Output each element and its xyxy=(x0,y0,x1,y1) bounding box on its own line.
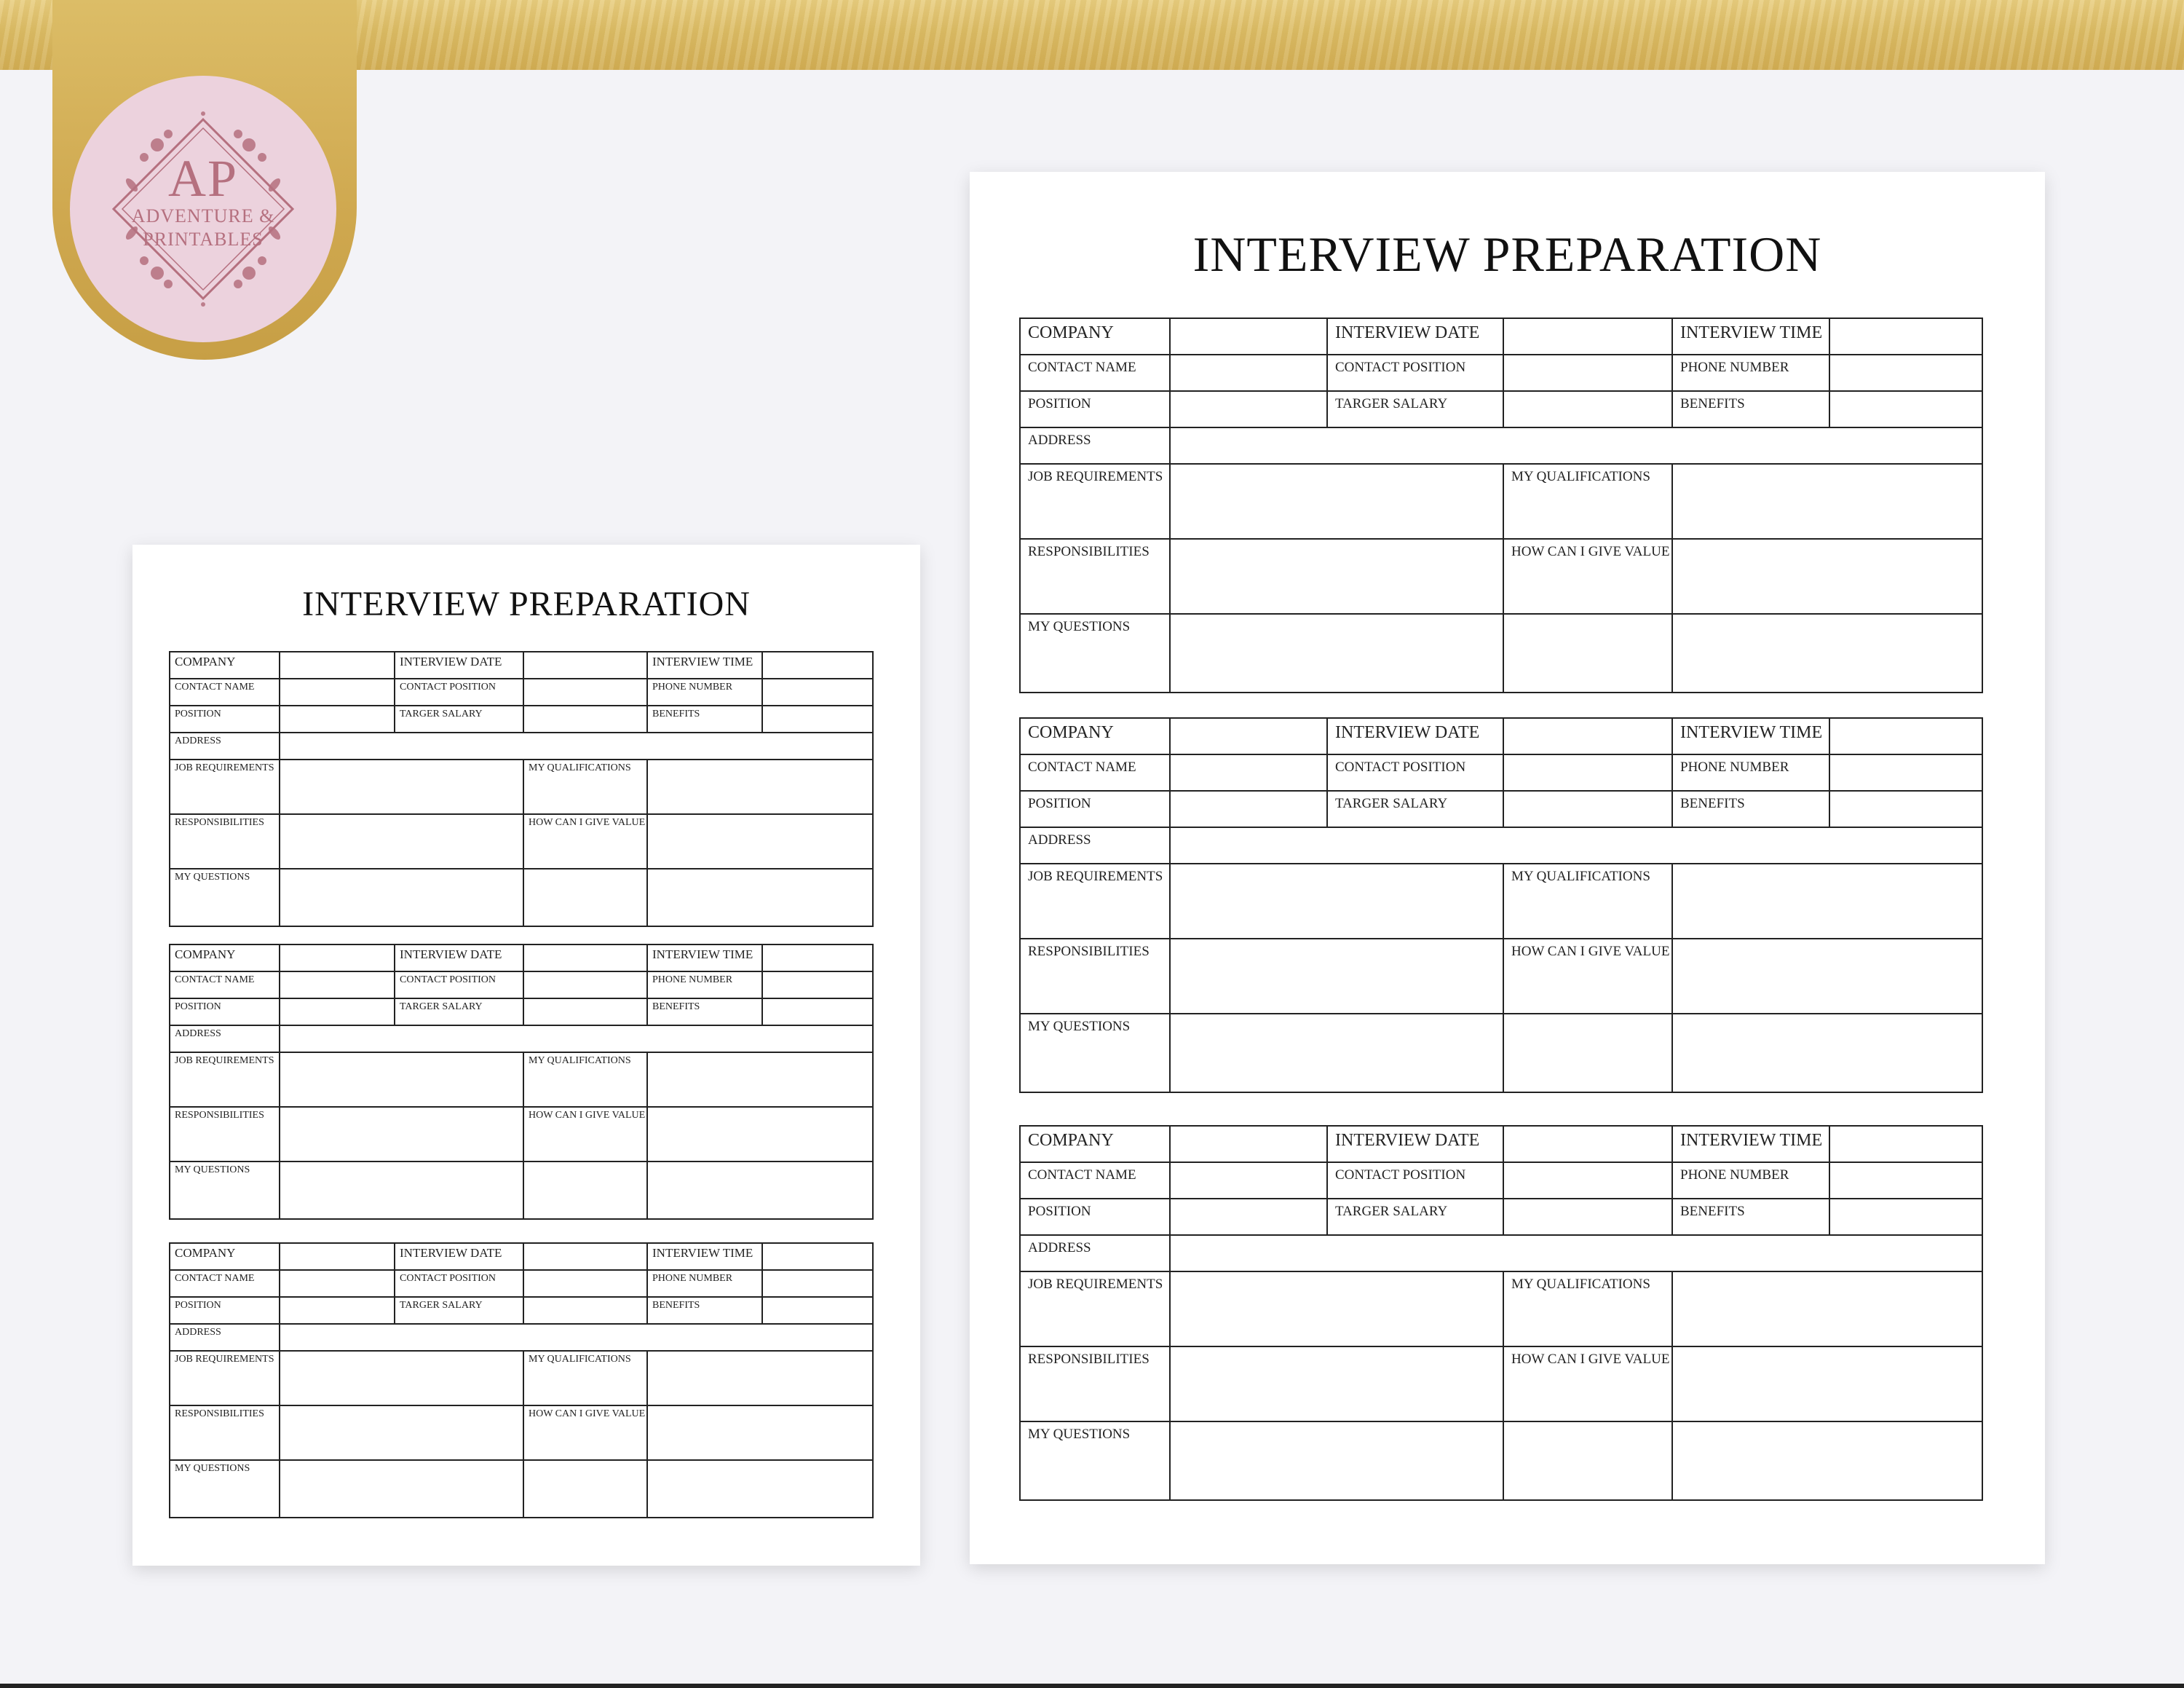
job-requirements-field[interactable] xyxy=(280,1351,523,1405)
preview-sheet-small xyxy=(132,545,920,1566)
contact-name-field[interactable] xyxy=(280,1270,395,1297)
position-field[interactable] xyxy=(280,998,395,1025)
interview-form-block xyxy=(169,651,874,927)
label-contact-position: CONTACT POSITION xyxy=(395,679,523,706)
label-phone-number: PHONE NUMBER xyxy=(647,971,762,998)
label-my-questions: MY QUESTIONS xyxy=(170,1162,280,1219)
label-company: COMPANY xyxy=(170,944,280,971)
contact-position-field[interactable] xyxy=(523,679,647,706)
my-qualifications-field[interactable] xyxy=(647,1052,873,1107)
job-requirements-field[interactable] xyxy=(1170,464,1503,539)
label-benefits: BENEFITS xyxy=(647,706,762,733)
company-field[interactable] xyxy=(280,944,395,971)
label-target-salary: TARGER SALARY xyxy=(395,1297,523,1324)
contact-name-field[interactable] xyxy=(280,971,395,998)
brand-logo xyxy=(70,76,336,342)
bottom-divider xyxy=(0,1684,2184,1688)
position-field[interactable] xyxy=(280,1297,395,1324)
label-target-salary: TARGER SALARY xyxy=(1327,791,1503,827)
label-how-can-i-give-value: HOW CAN I GIVE VALUE xyxy=(523,1107,647,1162)
phone-number-field[interactable] xyxy=(1829,754,1982,791)
target-salary-field[interactable] xyxy=(523,998,647,1025)
label-benefits: BENEFITS xyxy=(1672,791,1829,827)
benefits-field[interactable] xyxy=(1829,791,1982,827)
contact-position-field[interactable] xyxy=(1503,355,1672,391)
label-how-can-i-give-value: HOW CAN I GIVE VALUE xyxy=(523,1405,647,1460)
label-contact-name: CONTACT NAME xyxy=(1020,355,1170,391)
give-value-field[interactable] xyxy=(1672,939,1982,1014)
label-phone-number: PHONE NUMBER xyxy=(647,679,762,706)
label-responsibilities: RESPONSIBILITIES xyxy=(1020,1346,1170,1421)
responsibilities-field[interactable] xyxy=(280,1405,523,1460)
label-benefits: BENEFITS xyxy=(647,998,762,1025)
logo-line-1: ADVENTURE & xyxy=(131,205,275,226)
label-target-salary: TARGER SALARY xyxy=(1327,391,1503,427)
label-responsibilities: RESPONSIBILITIES xyxy=(170,1405,280,1460)
company-field[interactable] xyxy=(1170,1126,1327,1162)
my-qualifications-field[interactable] xyxy=(1672,464,1982,539)
my-questions-field-3[interactable] xyxy=(647,1162,873,1219)
address-field[interactable] xyxy=(280,1324,873,1351)
contact-position-field[interactable] xyxy=(1503,1162,1672,1199)
label-job-requirements: JOB REQUIREMENTS xyxy=(1020,464,1170,539)
address-field[interactable] xyxy=(1170,1235,1982,1271)
label-how-can-i-give-value: HOW CAN I GIVE VALUE xyxy=(1503,939,1672,1014)
label-phone-number: PHONE NUMBER xyxy=(1672,1162,1829,1199)
label-job-requirements: JOB REQUIREMENTS xyxy=(170,760,280,814)
responsibilities-field[interactable] xyxy=(1170,1346,1503,1421)
benefits-field[interactable] xyxy=(762,1297,873,1324)
label-position: POSITION xyxy=(1020,391,1170,427)
give-value-field[interactable] xyxy=(647,1405,873,1460)
label-address: ADDRESS xyxy=(1020,1235,1170,1271)
my-qualifications-field[interactable] xyxy=(647,1351,873,1405)
interview-form-block xyxy=(1019,1125,1983,1501)
label-my-qualifications: MY QUALIFICATIONS xyxy=(523,760,647,814)
interview-date-field[interactable] xyxy=(523,652,647,679)
label-job-requirements: JOB REQUIREMENTS xyxy=(170,1052,280,1107)
label-my-questions: MY QUESTIONS xyxy=(170,869,280,926)
label-interview-time: INTERVIEW TIME xyxy=(1672,718,1829,754)
position-field[interactable] xyxy=(1170,791,1327,827)
label-contact-position: CONTACT POSITION xyxy=(1327,355,1503,391)
my-questions-field-2[interactable] xyxy=(523,1460,647,1518)
contact-position-field[interactable] xyxy=(1503,754,1672,791)
my-questions-field-2[interactable] xyxy=(523,869,647,926)
label-contact-name: CONTACT NAME xyxy=(1020,1162,1170,1199)
label-responsibilities: RESPONSIBILITIES xyxy=(170,1107,280,1162)
target-salary-field[interactable] xyxy=(1503,1199,1672,1235)
label-company: COMPANY xyxy=(1020,718,1170,754)
position-field[interactable] xyxy=(1170,1199,1327,1235)
label-contact-name: CONTACT NAME xyxy=(170,679,280,706)
interview-date-field[interactable] xyxy=(1503,1126,1672,1162)
label-job-requirements: JOB REQUIREMENTS xyxy=(170,1351,280,1405)
give-value-field[interactable] xyxy=(647,814,873,869)
label-phone-number: PHONE NUMBER xyxy=(1672,754,1829,791)
benefits-field[interactable] xyxy=(762,998,873,1025)
company-field[interactable] xyxy=(1170,318,1327,355)
my-questions-field-3[interactable] xyxy=(647,1460,873,1518)
label-target-salary: TARGER SALARY xyxy=(395,998,523,1025)
label-contact-name: CONTACT NAME xyxy=(1020,754,1170,791)
label-position: POSITION xyxy=(1020,1199,1170,1235)
my-questions-field-2[interactable] xyxy=(523,1162,647,1219)
label-position: POSITION xyxy=(170,706,280,733)
contact-name-field[interactable] xyxy=(1170,1162,1327,1199)
label-benefits: BENEFITS xyxy=(1672,391,1829,427)
my-questions-field[interactable] xyxy=(280,1460,523,1518)
label-contact-position: CONTACT POSITION xyxy=(1327,754,1503,791)
logo-line-2: PRINTABLES xyxy=(143,229,264,250)
label-address: ADDRESS xyxy=(170,733,280,760)
interview-time-field[interactable] xyxy=(762,652,873,679)
interview-form-block xyxy=(169,1242,874,1518)
label-contact-position: CONTACT POSITION xyxy=(1327,1162,1503,1199)
contact-name-field[interactable] xyxy=(1170,754,1327,791)
responsibilities-field[interactable] xyxy=(1170,539,1503,614)
target-salary-field[interactable] xyxy=(523,1297,647,1324)
label-my-qualifications: MY QUALIFICATIONS xyxy=(1503,1271,1672,1346)
my-questions-field-3[interactable] xyxy=(1672,1421,1982,1500)
label-my-questions: MY QUESTIONS xyxy=(1020,1014,1170,1092)
give-value-field[interactable] xyxy=(1672,1346,1982,1421)
position-field[interactable] xyxy=(280,706,395,733)
label-my-questions: MY QUESTIONS xyxy=(1020,1421,1170,1500)
my-qualifications-field[interactable] xyxy=(1672,1271,1982,1346)
my-questions-field-3[interactable] xyxy=(647,869,873,926)
label-interview-time: INTERVIEW TIME xyxy=(647,1243,762,1270)
my-questions-field[interactable] xyxy=(1170,614,1503,693)
phone-number-field[interactable] xyxy=(1829,1162,1982,1199)
label-contact-position: CONTACT POSITION xyxy=(395,1270,523,1297)
contact-position-field[interactable] xyxy=(523,1270,647,1297)
my-questions-field-3[interactable] xyxy=(1672,614,1982,693)
label-position: POSITION xyxy=(170,998,280,1025)
label-how-can-i-give-value: HOW CAN I GIVE VALUE xyxy=(1503,1346,1672,1421)
my-qualifications-field[interactable] xyxy=(1672,864,1982,939)
job-requirements-field[interactable] xyxy=(1170,1271,1503,1346)
phone-number-field[interactable] xyxy=(1829,355,1982,391)
label-interview-date: INTERVIEW DATE xyxy=(1327,1126,1503,1162)
label-how-can-i-give-value: HOW CAN I GIVE VALUE xyxy=(523,814,647,869)
interview-time-field[interactable] xyxy=(762,944,873,971)
label-job-requirements: JOB REQUIREMENTS xyxy=(1020,864,1170,939)
interview-form-block xyxy=(1019,717,1983,1093)
logo-monogram: AP xyxy=(167,149,239,208)
my-questions-field[interactable] xyxy=(1170,1014,1503,1092)
contact-name-field[interactable] xyxy=(1170,355,1327,391)
label-company: COMPANY xyxy=(170,1243,280,1270)
label-phone-number: PHONE NUMBER xyxy=(647,1270,762,1297)
address-field[interactable] xyxy=(280,733,873,760)
label-position: POSITION xyxy=(170,1297,280,1324)
label-interview-time: INTERVIEW TIME xyxy=(1672,318,1829,355)
label-responsibilities: RESPONSIBILITIES xyxy=(170,814,280,869)
my-qualifications-field[interactable] xyxy=(647,760,873,814)
target-salary-field[interactable] xyxy=(1503,791,1672,827)
responsibilities-field[interactable] xyxy=(280,1107,523,1162)
label-company: COMPANY xyxy=(1020,1126,1170,1162)
my-questions-field-3[interactable] xyxy=(1672,1014,1982,1092)
label-company: COMPANY xyxy=(1020,318,1170,355)
label-interview-time: INTERVIEW TIME xyxy=(647,652,762,679)
label-interview-date: INTERVIEW DATE xyxy=(395,944,523,971)
label-interview-date: INTERVIEW DATE xyxy=(395,1243,523,1270)
benefits-field[interactable] xyxy=(762,706,873,733)
position-field[interactable] xyxy=(1170,391,1327,427)
job-requirements-field[interactable] xyxy=(280,760,523,814)
company-field[interactable] xyxy=(1170,718,1327,754)
responsibilities-field[interactable] xyxy=(280,814,523,869)
target-salary-field[interactable] xyxy=(1503,391,1672,427)
label-company: COMPANY xyxy=(170,652,280,679)
label-contact-name: CONTACT NAME xyxy=(170,1270,280,1297)
label-position: POSITION xyxy=(1020,791,1170,827)
phone-number-field[interactable] xyxy=(762,679,873,706)
label-my-qualifications: MY QUALIFICATIONS xyxy=(523,1052,647,1107)
address-field[interactable] xyxy=(280,1025,873,1052)
label-my-questions: MY QUESTIONS xyxy=(170,1460,280,1518)
benefits-field[interactable] xyxy=(1829,1199,1982,1235)
interview-date-field[interactable] xyxy=(1503,718,1672,754)
my-questions-field-2[interactable] xyxy=(1503,614,1672,693)
label-phone-number: PHONE NUMBER xyxy=(1672,355,1829,391)
interview-time-field[interactable] xyxy=(762,1243,873,1270)
label-interview-date: INTERVIEW DATE xyxy=(1327,718,1503,754)
address-field[interactable] xyxy=(1170,427,1982,464)
interview-date-field[interactable] xyxy=(523,1243,647,1270)
benefits-field[interactable] xyxy=(1829,391,1982,427)
label-interview-date: INTERVIEW DATE xyxy=(395,652,523,679)
contact-name-field[interactable] xyxy=(280,679,395,706)
company-field[interactable] xyxy=(280,652,395,679)
page-title: INTERVIEW PREPARATION xyxy=(302,585,751,623)
label-my-questions: MY QUESTIONS xyxy=(1020,614,1170,693)
interview-form-block xyxy=(1019,318,1983,693)
responsibilities-field[interactable] xyxy=(1170,939,1503,1014)
company-field[interactable] xyxy=(280,1243,395,1270)
label-contact-name: CONTACT NAME xyxy=(170,971,280,998)
label-how-can-i-give-value: HOW CAN I GIVE VALUE xyxy=(1503,539,1672,614)
label-address: ADDRESS xyxy=(1020,427,1170,464)
label-address: ADDRESS xyxy=(170,1025,280,1052)
label-contact-position: CONTACT POSITION xyxy=(395,971,523,998)
interview-date-field[interactable] xyxy=(1503,318,1672,355)
my-questions-field[interactable] xyxy=(1170,1421,1503,1500)
my-questions-field[interactable] xyxy=(280,869,523,926)
label-benefits: BENEFITS xyxy=(647,1297,762,1324)
label-my-qualifications: MY QUALIFICATIONS xyxy=(1503,464,1672,539)
target-salary-field[interactable] xyxy=(523,706,647,733)
phone-number-field[interactable] xyxy=(762,1270,873,1297)
label-interview-time: INTERVIEW TIME xyxy=(647,944,762,971)
interview-time-field[interactable] xyxy=(1829,1126,1982,1162)
my-questions-field-2[interactable] xyxy=(1503,1421,1672,1500)
label-interview-time: INTERVIEW TIME xyxy=(1672,1126,1829,1162)
label-target-salary: TARGER SALARY xyxy=(395,706,523,733)
address-field[interactable] xyxy=(1170,827,1982,864)
my-questions-field-2[interactable] xyxy=(1503,1014,1672,1092)
job-requirements-field[interactable] xyxy=(280,1052,523,1107)
label-target-salary: TARGER SALARY xyxy=(1327,1199,1503,1235)
interview-time-field[interactable] xyxy=(1829,318,1982,355)
give-value-field[interactable] xyxy=(1672,539,1982,614)
label-benefits: BENEFITS xyxy=(1672,1199,1829,1235)
page-title: INTERVIEW PREPARATION xyxy=(1192,226,1822,282)
label-responsibilities: RESPONSIBILITIES xyxy=(1020,539,1170,614)
phone-number-field[interactable] xyxy=(762,971,873,998)
interview-date-field[interactable] xyxy=(523,944,647,971)
interview-form-block xyxy=(169,944,874,1220)
interview-time-field[interactable] xyxy=(1829,718,1982,754)
give-value-field[interactable] xyxy=(647,1107,873,1162)
preview-sheet-large xyxy=(970,172,2045,1564)
label-job-requirements: JOB REQUIREMENTS xyxy=(1020,1271,1170,1346)
label-interview-date: INTERVIEW DATE xyxy=(1327,318,1503,355)
job-requirements-field[interactable] xyxy=(1170,864,1503,939)
label-my-qualifications: MY QUALIFICATIONS xyxy=(1503,864,1672,939)
label-address: ADDRESS xyxy=(170,1324,280,1351)
my-questions-field[interactable] xyxy=(280,1162,523,1219)
label-my-qualifications: MY QUALIFICATIONS xyxy=(523,1351,647,1405)
label-address: ADDRESS xyxy=(1020,827,1170,864)
label-responsibilities: RESPONSIBILITIES xyxy=(1020,939,1170,1014)
contact-position-field[interactable] xyxy=(523,971,647,998)
